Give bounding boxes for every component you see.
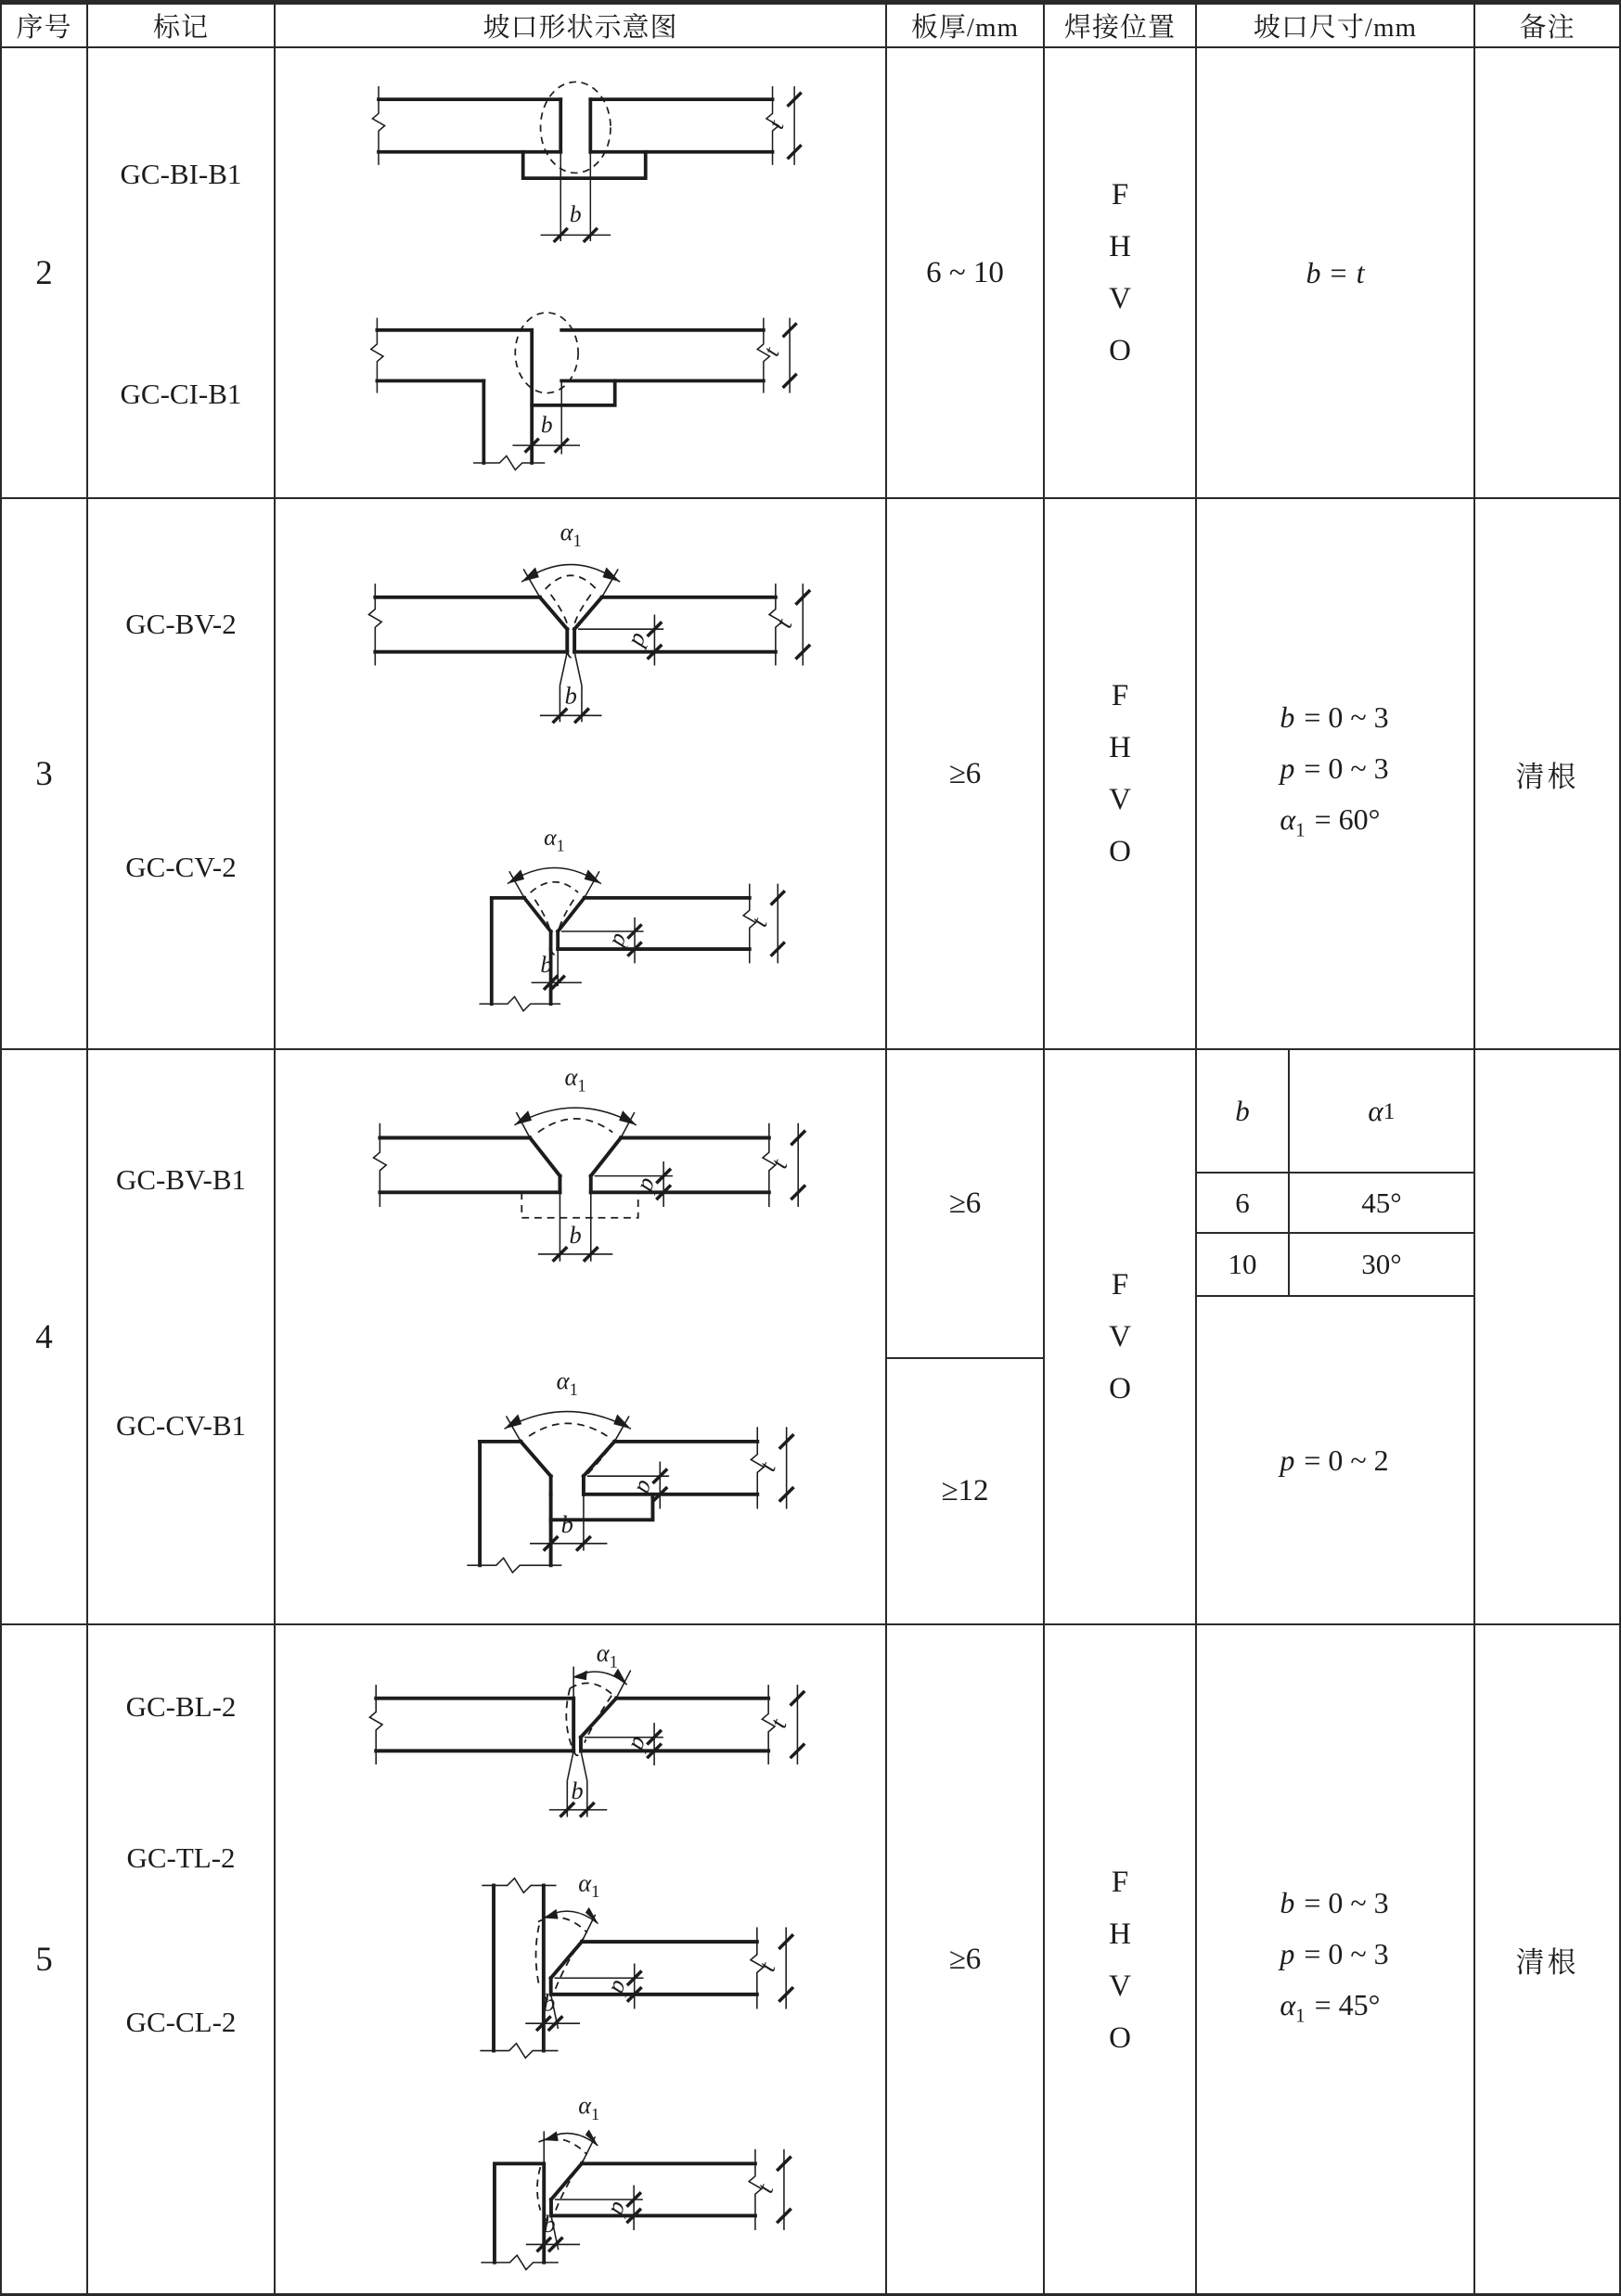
pos-letter: F [1111, 679, 1129, 712]
row4-positions [1045, 1050, 1197, 1625]
diagram-gc-bl-2 [343, 1648, 817, 1843]
dim-line: $\alpha_1 = 60^\circ$ [1280, 802, 1381, 841]
pos-letter: V [1109, 783, 1131, 816]
p-label: p [600, 2196, 631, 2218]
pos-letter: F [1111, 1865, 1129, 1899]
row5-marks [88, 1625, 276, 2294]
pos-letter: V [1109, 282, 1131, 315]
pos-letter: F [1111, 1268, 1129, 1302]
row3-dimensions [1197, 499, 1475, 1050]
pos-letter: O [1109, 1372, 1131, 1405]
mark-gc-cv-2: GC-CV-2 [125, 851, 237, 883]
header-remark: 备注 [1475, 5, 1619, 48]
b-label: b [564, 681, 577, 710]
p-label: p [601, 928, 632, 950]
row5-remark: 清根 [1515, 1946, 1579, 1979]
pos-letter: O [1109, 2020, 1131, 2055]
mark-gc-bv-2: GC-BV-2 [125, 608, 237, 640]
row5-dimensions [1197, 1625, 1475, 2294]
row5-diagrams [276, 1625, 887, 2294]
pos-letter: F [1111, 178, 1129, 212]
t-label: t [751, 2180, 779, 2197]
pos-letter: H [1109, 230, 1131, 263]
row4-dimensions [1197, 1050, 1475, 1625]
row5-positions [1045, 1625, 1197, 2294]
mark-gc-cl-2: GC-CL-2 [125, 2006, 237, 2038]
dim-line: p = 0 ~ 3 [1280, 750, 1389, 785]
b-label: b [569, 200, 582, 228]
header-thickness: 板厚/mm [887, 5, 1045, 48]
mark-gc-bi-b1: GC-BI-B1 [120, 158, 242, 190]
b-label: b [540, 950, 553, 978]
row4-remark [1475, 1050, 1619, 1625]
mark-gc-bl-2: GC-BL-2 [125, 1690, 237, 1723]
b-label: b [569, 1221, 582, 1250]
row2-dimensions [1197, 48, 1475, 499]
dim-line: b = 0 ~ 3 [1280, 1886, 1389, 1920]
row3-marks [88, 499, 276, 1050]
row3-diagrams [276, 499, 887, 1050]
p-label: p [621, 1731, 651, 1753]
mark-gc-ci-b1: GC-CI-B1 [120, 378, 242, 410]
header-mark: 标记 [88, 5, 276, 48]
alpha1-label: $\alpha_1$ [556, 1370, 578, 1400]
diagram-gc-cv-2 [343, 822, 817, 1043]
p-label: p [625, 1474, 657, 1497]
pos-letter: O [1109, 334, 1131, 367]
pos-letter: H [1109, 731, 1131, 764]
diagram-gc-tl-2 [343, 1862, 817, 2075]
header-diagram: 坡口形状示意图 [276, 5, 887, 48]
row2-positions [1045, 48, 1197, 499]
dim-line: p = 0 ~ 3 [1280, 1937, 1389, 1971]
alpha1-label: $\alpha_1$ [560, 518, 582, 551]
b-label: b [571, 1777, 584, 1805]
row2-remark [1475, 48, 1619, 499]
b-label: b [543, 2210, 556, 2238]
row3-thickness: ≥6 [887, 499, 1045, 1050]
diagram-gc-bi-b1 [348, 56, 812, 288]
t-label: t [745, 914, 773, 930]
t-label: t [757, 343, 785, 360]
row4-marks [88, 1050, 276, 1625]
t-label: t [762, 116, 790, 133]
dim-line: $\alpha_1 = 45^\circ$ [1280, 1988, 1381, 2027]
diagram-gc-bv-2 [343, 510, 817, 812]
pos-letter: O [1109, 835, 1131, 868]
header-dimensions: 坡口尺寸/mm [1197, 5, 1475, 48]
t-label: t [768, 614, 798, 632]
mark-gc-tl-2: GC-TL-2 [126, 1841, 236, 1874]
row2-thickness: 6 ~ 10 [887, 48, 1045, 499]
subtable-header-b: b [1197, 1050, 1290, 1174]
p-label: p [629, 1173, 661, 1195]
pos-letter: H [1109, 1917, 1131, 1951]
p-label: p [620, 627, 651, 650]
row2-diagrams [276, 48, 887, 499]
diagram-gc-cl-2 [343, 2084, 817, 2287]
diagram-gc-ci-b1 [348, 297, 812, 494]
pos-letter: V [1109, 1969, 1131, 2003]
b-label: b [543, 1988, 556, 2017]
subtable-cell: 6 [1197, 1174, 1290, 1234]
dim-line: b = t [1306, 255, 1365, 289]
t-label: t [752, 1958, 781, 1976]
b-label: b [540, 411, 553, 439]
p-label: p [600, 1974, 632, 1997]
t-label: t [765, 1714, 792, 1732]
header-position: 焊接位置 [1045, 5, 1197, 48]
b-label: b [560, 1510, 573, 1539]
row3-positions [1045, 499, 1197, 1050]
row4-diagrams [276, 1050, 887, 1625]
diagram-gc-bv-b1 [343, 1069, 817, 1296]
dim-line: b = 0 ~ 3 [1280, 699, 1389, 734]
diagram-gc-cv-b1 [343, 1370, 817, 1602]
pos-letter: V [1109, 1320, 1131, 1353]
header-no: 序号 [2, 5, 88, 48]
subtable-cell: 45° [1290, 1174, 1473, 1234]
alpha1-label: $\alpha_1$ [578, 2092, 600, 2123]
t-label: t [753, 1457, 781, 1476]
subtable-cell: 30° [1290, 1234, 1473, 1297]
row3-no: 3 [2, 499, 88, 1050]
row4-no: 4 [2, 1050, 88, 1625]
alpha1-label: $\alpha_1$ [596, 1648, 618, 1673]
row5-no: 5 [2, 1625, 88, 2294]
row3-remark: 清根 [1475, 499, 1619, 1050]
subtable-cell: 10 [1197, 1234, 1290, 1297]
alpha1-label: $\alpha_1$ [564, 1069, 586, 1097]
alpha1-label: $\alpha_1$ [544, 823, 565, 855]
row4-thickness-top: ≥6 [887, 1050, 1043, 1359]
row5-thickness: ≥6 [887, 1625, 1045, 2294]
t-label: t [764, 1155, 793, 1173]
dimension-subtable [1197, 1050, 1473, 1297]
mark-gc-cv-b1: GC-CV-B1 [115, 1409, 247, 1442]
row4-thickness-bottom: ≥12 [941, 1474, 989, 1507]
alpha1-label: $\alpha_1$ [578, 1868, 600, 1903]
row4-dim-below: p = 0 ~ 2 [1280, 1443, 1389, 1477]
mark-gc-bv-b1: GC-BV-B1 [115, 1163, 247, 1196]
subtable-header-alpha1: α 1 [1290, 1050, 1473, 1174]
row4-thickness [887, 1050, 1045, 1625]
row2-no: 2 [2, 48, 88, 499]
row2-marks [88, 48, 276, 499]
